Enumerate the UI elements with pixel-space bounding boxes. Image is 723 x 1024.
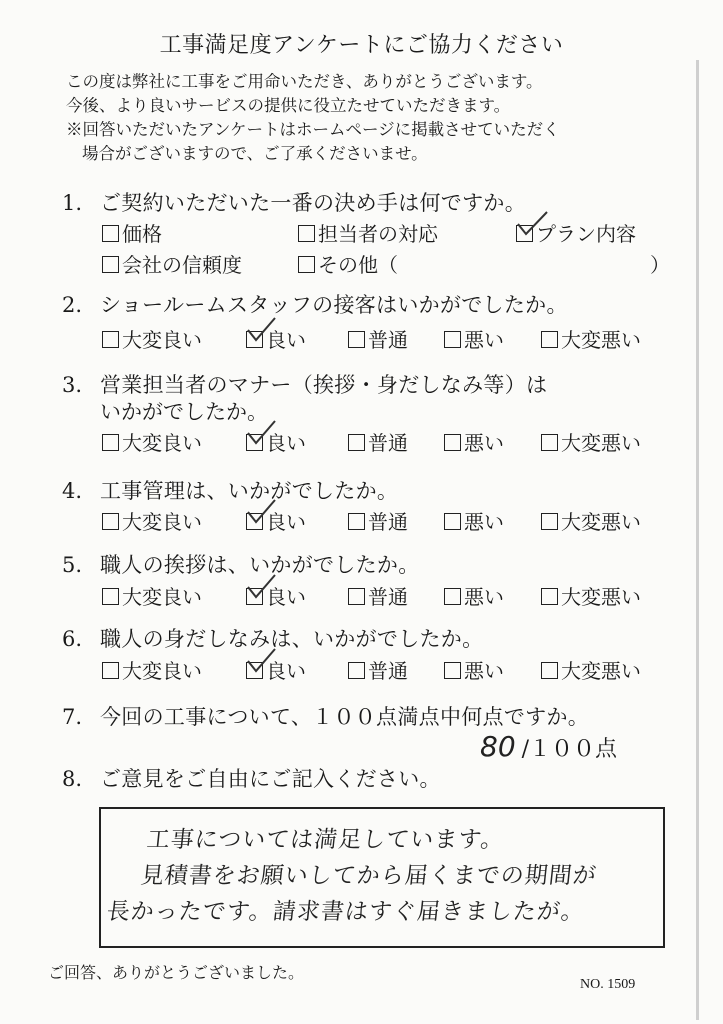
checkmark-icon bbox=[245, 498, 279, 526]
option-label: 大変悪い bbox=[561, 328, 641, 352]
option-good[interactable] bbox=[246, 324, 306, 353]
checkbox-icon[interactable] bbox=[298, 225, 315, 242]
option-label: 良い bbox=[266, 585, 306, 609]
question-text: ご意見をご自由にご記入ください。 bbox=[100, 767, 441, 791]
checkbox-icon[interactable] bbox=[298, 256, 315, 273]
checkbox-icon[interactable] bbox=[444, 588, 461, 605]
option-label: 大変良い bbox=[122, 659, 202, 683]
footer-thanks: ご回答、ありがとうございました。 bbox=[48, 963, 305, 982]
checkbox-icon[interactable] bbox=[348, 588, 365, 605]
option-label: 普通 bbox=[368, 659, 408, 683]
checkbox-icon[interactable] bbox=[348, 331, 365, 348]
checkbox-icon[interactable] bbox=[541, 513, 558, 530]
option-very-bad[interactable] bbox=[541, 655, 641, 684]
comment-line: 長かったです。請求書はすぐ届きましたが。 bbox=[105, 899, 587, 925]
option-very-good[interactable] bbox=[102, 324, 202, 353]
question-text: 職人の身だしなみは、いかがでしたか。 bbox=[100, 627, 484, 651]
option-label: 悪い bbox=[464, 328, 504, 352]
question-text: 今回の工事について、１００点満点中何点ですか。 bbox=[100, 705, 590, 729]
option-plan[interactable] bbox=[516, 218, 636, 247]
question-number: 6. bbox=[62, 627, 83, 651]
option-very-good[interactable] bbox=[102, 427, 202, 456]
option-label: 大変良い bbox=[122, 431, 202, 455]
question-2 bbox=[62, 289, 568, 319]
question-4 bbox=[62, 475, 398, 505]
question-8 bbox=[62, 763, 441, 793]
question-3 bbox=[62, 369, 547, 399]
checkmark-icon bbox=[515, 210, 549, 238]
question-number: 2. bbox=[62, 293, 83, 317]
checkbox-icon[interactable] bbox=[444, 434, 461, 451]
option-average[interactable] bbox=[348, 427, 408, 456]
option-company-trust[interactable] bbox=[102, 249, 242, 278]
checkmark-icon bbox=[245, 647, 279, 675]
option-label: 悪い bbox=[464, 431, 504, 455]
checkmark-icon bbox=[245, 573, 279, 601]
question-7 bbox=[62, 701, 589, 731]
comment-line: 見積書をお願いしてから届くまでの期間が bbox=[139, 863, 599, 889]
option-good[interactable] bbox=[246, 581, 306, 610]
option-very-bad[interactable] bbox=[541, 506, 641, 535]
checkbox-icon[interactable] bbox=[246, 588, 263, 605]
score-suffix: /１００点 bbox=[521, 737, 618, 762]
option-staff[interactable] bbox=[298, 218, 438, 247]
checkbox-icon[interactable] bbox=[444, 331, 461, 348]
checkbox-icon[interactable] bbox=[541, 331, 558, 348]
question-text: ショールームスタッフの接客はいかがでしたか。 bbox=[100, 293, 568, 317]
option-very-bad[interactable] bbox=[541, 427, 641, 456]
option-good[interactable] bbox=[246, 655, 306, 684]
intro-line: 今後、より良いサービスの提供に役立たせていただきます。 bbox=[66, 96, 511, 115]
option-good[interactable] bbox=[246, 427, 306, 456]
option-label: 大変良い bbox=[122, 510, 202, 534]
option-label: 良い bbox=[266, 510, 306, 534]
option-bad[interactable] bbox=[444, 324, 504, 353]
checkbox-icon[interactable] bbox=[246, 331, 263, 348]
option-label: その他（ bbox=[318, 253, 398, 277]
checkbox-icon[interactable] bbox=[102, 588, 119, 605]
option-bad[interactable] bbox=[444, 655, 504, 684]
checkmark-icon bbox=[245, 419, 279, 447]
serial-number: NO. 1509 bbox=[580, 977, 636, 992]
page-title: 工事満足度アンケートにご協力ください bbox=[159, 33, 564, 58]
intro-text bbox=[66, 70, 560, 166]
checkbox-icon[interactable] bbox=[246, 662, 263, 679]
option-price[interactable] bbox=[102, 218, 162, 247]
comment-box[interactable] bbox=[99, 807, 665, 948]
question-text: 職人の挨拶は、いかがでしたか。 bbox=[100, 553, 420, 577]
checkbox-icon[interactable] bbox=[102, 513, 119, 530]
question-3-text-line2: いかがでしたか。 bbox=[100, 400, 268, 424]
option-label: 悪い bbox=[464, 510, 504, 534]
option-label: 大変悪い bbox=[561, 510, 641, 534]
checkbox-icon[interactable] bbox=[348, 513, 365, 530]
option-label: 悪い bbox=[464, 585, 504, 609]
option-label: 会社の信頼度 bbox=[122, 253, 242, 277]
checkbox-icon[interactable] bbox=[102, 434, 119, 451]
option-average[interactable] bbox=[348, 506, 408, 535]
checkbox-icon[interactable] bbox=[541, 434, 558, 451]
option-label: 普通 bbox=[368, 585, 408, 609]
intro-line: ※回答いただいたアンケートはホームページに掲載させていただく bbox=[66, 120, 560, 139]
option-label: 価格 bbox=[122, 222, 162, 246]
checkbox-icon[interactable] bbox=[348, 662, 365, 679]
question-number: 1. bbox=[62, 191, 83, 215]
question-number: 4. bbox=[62, 479, 83, 503]
option-bad[interactable] bbox=[444, 581, 504, 610]
option-label: プラン内容 bbox=[536, 222, 636, 246]
option-very-bad[interactable] bbox=[541, 324, 641, 353]
option-label: 普通 bbox=[368, 431, 408, 455]
option-label: 良い bbox=[266, 431, 306, 455]
score-value: 80 bbox=[480, 730, 516, 763]
checkbox-icon[interactable] bbox=[348, 434, 365, 451]
option-label: 担当者の対応 bbox=[318, 222, 438, 246]
option-average[interactable] bbox=[348, 655, 408, 684]
question-1 bbox=[62, 187, 526, 217]
other-close-paren: ） bbox=[650, 253, 670, 277]
option-label: 普通 bbox=[368, 328, 408, 352]
checkbox-icon[interactable] bbox=[102, 331, 119, 348]
option-label: 大変悪い bbox=[561, 659, 641, 683]
option-very-good[interactable] bbox=[102, 506, 202, 535]
question-text: ご契約いただいた一番の決め手は何ですか。 bbox=[100, 191, 526, 215]
question-text: 営業担当者のマナー（挨拶・身だしなみ等）は bbox=[100, 373, 548, 397]
checkbox-icon[interactable] bbox=[516, 225, 533, 242]
option-label: 良い bbox=[266, 659, 306, 683]
intro-line: この度は弊社に工事をご用命いただき、ありがとうございます。 bbox=[66, 72, 543, 91]
option-very-good[interactable] bbox=[102, 655, 202, 684]
checkbox-icon[interactable] bbox=[444, 662, 461, 679]
checkbox-icon[interactable] bbox=[102, 662, 119, 679]
checkmark-icon bbox=[245, 316, 279, 344]
comment-line: 工事については満足しています。 bbox=[145, 827, 506, 853]
option-label: 大変悪い bbox=[561, 431, 641, 455]
question-5 bbox=[62, 549, 420, 579]
checkbox-icon[interactable] bbox=[246, 513, 263, 530]
option-bad[interactable] bbox=[444, 506, 504, 535]
question-number: 5. bbox=[62, 553, 83, 577]
option-label: 大変良い bbox=[122, 328, 202, 352]
option-average[interactable] bbox=[348, 324, 408, 353]
option-good[interactable] bbox=[246, 506, 306, 535]
score-field[interactable] bbox=[480, 730, 617, 763]
checkbox-icon[interactable] bbox=[541, 662, 558, 679]
option-label: 良い bbox=[266, 328, 306, 352]
option-very-good[interactable] bbox=[102, 581, 202, 610]
option-very-bad[interactable] bbox=[541, 581, 641, 610]
question-text: 工事管理は、いかがでしたか。 bbox=[100, 479, 399, 503]
checkbox-icon[interactable] bbox=[102, 256, 119, 273]
checkbox-icon[interactable] bbox=[246, 434, 263, 451]
option-label: 大変悪い bbox=[561, 585, 641, 609]
scan-edge-line bbox=[696, 60, 699, 1020]
option-label: 普通 bbox=[368, 510, 408, 534]
option-average[interactable] bbox=[348, 581, 408, 610]
option-other[interactable] bbox=[298, 249, 398, 278]
option-bad[interactable] bbox=[444, 427, 504, 456]
checkbox-icon[interactable] bbox=[102, 225, 119, 242]
checkbox-icon[interactable] bbox=[541, 588, 558, 605]
intro-line: 場合がございますので、ご了承くださいませ。 bbox=[82, 144, 428, 163]
question-number: 7. bbox=[62, 705, 83, 729]
option-label: 大変良い bbox=[122, 585, 202, 609]
question-number: 8. bbox=[62, 767, 83, 791]
question-number: 3. bbox=[62, 373, 83, 397]
checkbox-icon[interactable] bbox=[444, 513, 461, 530]
option-label: 悪い bbox=[464, 659, 504, 683]
